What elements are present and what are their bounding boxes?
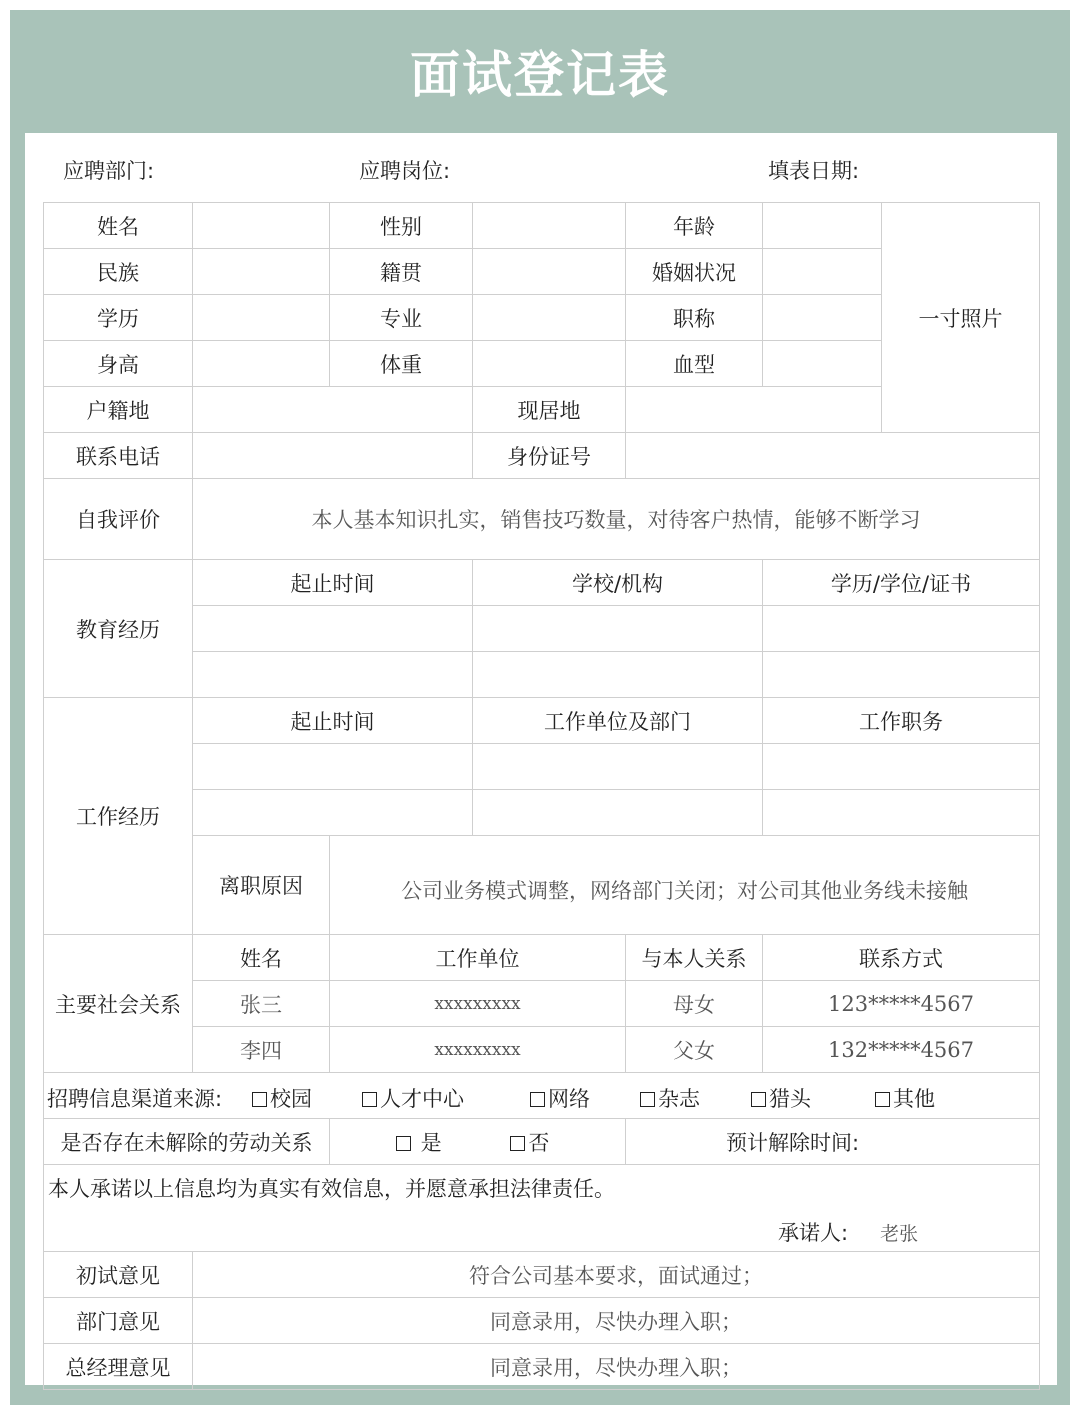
checkbox-icon[interactable]	[530, 1092, 545, 1107]
leave-reason-field[interactable]: 公司业务模式调整，网络部门关闭；对公司其他业务线未接触	[330, 836, 1040, 935]
work-history-label: 工作经历	[44, 698, 193, 935]
edu-degree-field[interactable]	[763, 652, 1040, 698]
labor-label: 是否存在未解除的劳动关系	[44, 1119, 330, 1165]
gm-opinion-label: 总经理意见	[44, 1344, 193, 1390]
age-label: 年龄	[626, 203, 763, 249]
residence-label: 现居地	[473, 387, 626, 433]
ethnicity-label: 民族	[44, 249, 193, 295]
rel-header-name: 姓名	[193, 935, 330, 981]
major-field[interactable]	[473, 295, 626, 341]
source-option-network[interactable]: 网络	[530, 1083, 590, 1113]
signer-block	[778, 1217, 918, 1247]
recruitment-source-row	[44, 1074, 1039, 1118]
rel-relation-cell[interactable]: 父女	[626, 1027, 763, 1073]
rel-org-cell[interactable]: xxxxxxxxx	[330, 981, 626, 1027]
major-label: 专业	[330, 295, 473, 341]
source-option-headhunter[interactable]: 猎头	[751, 1083, 811, 1113]
work-company-field[interactable]	[473, 790, 763, 836]
work-header-period: 起止时间	[193, 698, 473, 744]
rel-header-contact: 联系方式	[763, 935, 1040, 981]
first-interview-opinion-label: 初试意见	[44, 1252, 193, 1298]
edu-degree-field[interactable]	[763, 606, 1040, 652]
rel-header-org: 工作单位	[330, 935, 626, 981]
checkbox-icon[interactable]	[510, 1136, 525, 1151]
marital-field[interactable]	[763, 249, 882, 295]
checkbox-icon[interactable]	[640, 1092, 655, 1107]
labor-no-option[interactable]: 否	[510, 1131, 549, 1155]
checkbox-icon[interactable]	[751, 1092, 766, 1107]
gender-field[interactable]	[473, 203, 626, 249]
work-header-position: 工作职务	[763, 698, 1040, 744]
education-field[interactable]	[193, 295, 330, 341]
rel-name-cell[interactable]: 张三	[193, 981, 330, 1027]
source-option-other[interactable]: 其他	[875, 1083, 935, 1113]
rel-contact-cell[interactable]: 132*****4567	[763, 1027, 1040, 1073]
edu-period-field[interactable]	[193, 606, 473, 652]
rel-org-cell[interactable]: xxxxxxxxx	[330, 1027, 626, 1073]
first-interview-opinion-field[interactable]: 符合公司基本要求，面试通过；	[193, 1252, 1040, 1298]
work-period-field[interactable]	[193, 744, 473, 790]
age-field[interactable]	[763, 203, 882, 249]
department-opinion-field[interactable]: 同意录用，尽快办理入职；	[193, 1298, 1040, 1344]
checkbox-icon[interactable]	[875, 1092, 890, 1107]
leave-reason-label: 离职原因	[193, 836, 330, 935]
edu-school-field[interactable]	[473, 606, 763, 652]
gender-label: 性别	[330, 203, 473, 249]
edu-period-field[interactable]	[193, 652, 473, 698]
work-header-company: 工作单位及部门	[473, 698, 763, 744]
position-label: 应聘岗位:	[359, 159, 451, 183]
labor-yes-option[interactable]: 是	[396, 1131, 442, 1155]
self-eval-field[interactable]: 本人基本知识扎实，销售技巧数量，对待客户热情，能够不断学习	[193, 479, 1040, 560]
phone-label: 联系电话	[44, 433, 193, 479]
gm-opinion-field[interactable]: 同意录用，尽快办理入职；	[193, 1344, 1040, 1390]
photo-box[interactable]: 一寸照片	[882, 203, 1040, 433]
release-time-label: 预计解除时间:	[626, 1119, 1040, 1165]
phone-field[interactable]	[193, 433, 473, 479]
edu-header-degree: 学历/学位/证书	[763, 560, 1040, 606]
height-label: 身高	[44, 341, 193, 387]
marital-label: 婚姻状况	[626, 249, 763, 295]
rel-header-relation: 与本人关系	[626, 935, 763, 981]
hukou-field[interactable]	[193, 387, 473, 433]
work-period-field[interactable]	[193, 790, 473, 836]
rel-contact-cell[interactable]: 123*****4567	[763, 981, 1040, 1027]
source-option-campus[interactable]: 校园	[252, 1083, 312, 1113]
dept-label: 应聘部门:	[63, 159, 155, 183]
edu-header-school: 学校/机构	[473, 560, 763, 606]
id-no-label: 身份证号	[473, 433, 626, 479]
title-field[interactable]	[763, 295, 882, 341]
name-field[interactable]	[193, 203, 330, 249]
commitment-text: 本人承诺以上信息均为真实有效信息，并愿意承担法律责任。	[48, 1177, 615, 1201]
date-label: 填表日期:	[768, 159, 860, 183]
native-place-label: 籍贯	[330, 249, 473, 295]
edu-header-period: 起止时间	[193, 560, 473, 606]
relations-label: 主要社会关系	[44, 935, 193, 1073]
signer-label: 承诺人:	[778, 1221, 849, 1245]
weight-label: 体重	[330, 341, 473, 387]
registration-table	[43, 202, 1040, 1390]
department-opinion-label: 部门意见	[44, 1298, 193, 1344]
education-label: 学历	[44, 295, 193, 341]
table-row	[44, 1027, 1040, 1073]
source-label: 招聘信息渠道来源:	[47, 1086, 223, 1111]
work-position-field[interactable]	[763, 790, 1040, 836]
source-option-magazine[interactable]: 杂志	[640, 1083, 700, 1113]
signer-name[interactable]: 老张	[880, 1223, 919, 1245]
id-no-field[interactable]	[626, 433, 1040, 479]
title-label: 职称	[626, 295, 763, 341]
checkbox-icon[interactable]	[396, 1136, 411, 1151]
blood-field[interactable]	[763, 341, 882, 387]
table-row	[44, 981, 1040, 1027]
checkbox-icon[interactable]	[252, 1092, 267, 1107]
residence-field[interactable]	[626, 387, 882, 433]
blood-label: 血型	[626, 341, 763, 387]
native-place-field[interactable]	[473, 249, 626, 295]
work-position-field[interactable]	[763, 744, 1040, 790]
rel-name-cell[interactable]: 李四	[193, 1027, 330, 1073]
name-label: 姓名	[44, 203, 193, 249]
self-eval-label: 自我评价	[44, 479, 193, 560]
edu-school-field[interactable]	[473, 652, 763, 698]
page-title: 面试登记表	[410, 46, 670, 104]
source-option-talent-center[interactable]: 人才中心	[362, 1083, 464, 1113]
height-field[interactable]	[193, 341, 330, 387]
work-company-field[interactable]	[473, 744, 763, 790]
ethnicity-field[interactable]	[193, 249, 330, 295]
rel-relation-cell[interactable]: 母女	[626, 981, 763, 1027]
education-history-label: 教育经历	[44, 560, 193, 698]
checkbox-icon[interactable]	[362, 1092, 377, 1107]
weight-field[interactable]	[473, 341, 626, 387]
hukou-label: 户籍地	[44, 387, 193, 433]
